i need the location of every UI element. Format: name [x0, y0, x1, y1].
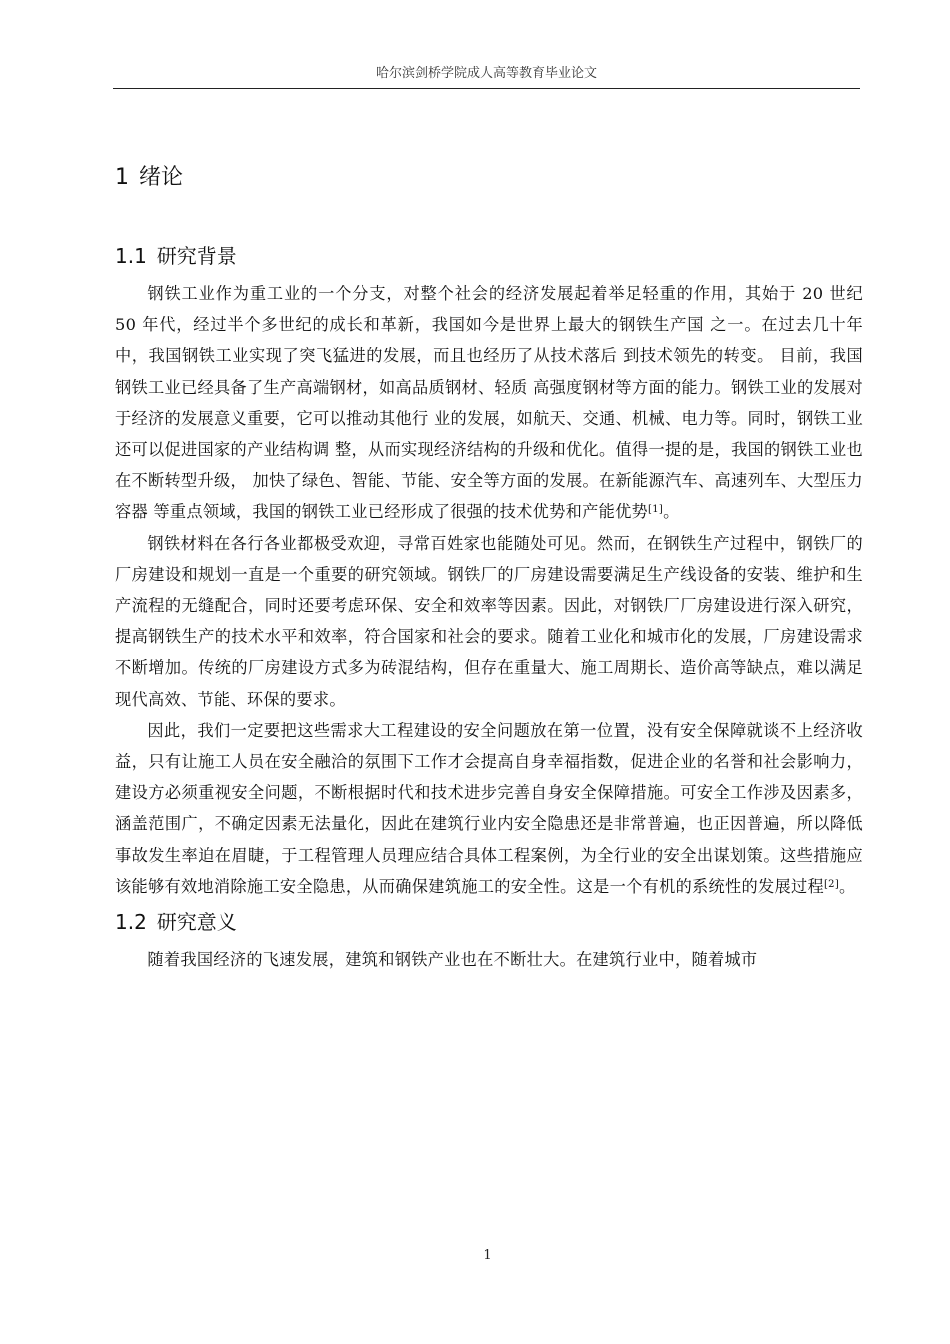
paragraph	[115, 715, 863, 902]
paragraph-text: 因此，我们一定要把这些需求大工程建设的安全问题放在第一位置，没有安全保障就谈不上经济收益，只有让施工人员在安全融洽的氛围下工作才会提高自身幸福指数，促进企业的名誉和社会影响力，建设方必须重视安全问题，不断根据时代和技术进步完善自身安全保障措施。可安全工作涉及因素多，涵盖范围广，不确定因素无法量化，因此在建筑行业内安全隐患还是非常普遍，也正因普遍，所以降低事故发生率迫在眉睫，于工程管理人员理应结合具体工程案例，为全行业的安全出谋划策。这些措施应该能够有效地消除施工安全隐患，从而确保建筑施工的安全性。这是一个有机的系统性的发展过程	[115, 720, 863, 896]
section-heading-background	[115, 238, 863, 274]
page-header: 哈尔滨剑桥学院成人高等教育毕业论文	[113, 64, 860, 89]
document-body	[115, 158, 863, 975]
citation-ref[interactable]: [1]	[648, 504, 664, 516]
citation-ref[interactable]: [2]	[823, 878, 840, 890]
section-number: 1.2	[115, 910, 147, 935]
paragraph-text: 钢铁工业作为重工业的一个分支，对整个社会的经济发展起着举足轻重的作用，其始于 20 世纪 50 年代，经过半个多世纪的成长和革新，我国如今是世界上最大的钢铁生产国 之一。在过去几十年中，我国钢铁工业实现了突飞猛进的发展，而且也经历了从技术落后 到技术领先的转变。 目前，我国钢铁工业已经具备了生产高端钢材，如高品质钢材、轻质 高强度钢材等方面的能力。钢铁工业的发展对于经济的发展意义重要，它可以推动其他行 业的发展，如航天、交通、机械、电力等。同时，钢铁工业还可以促进国家的产业结构调 整，从而实现经济结构的升级和优化。值得一提的是，我国的钢铁工业也在不断转型升级， 加快了绿色、智能、节能、安全等方面的发展。在新能源汽车、高速列车、大型压力容器 等重点领域，我国的钢铁工业已经形成了很强的技术优势和产能优势	[115, 284, 863, 522]
section-title: 研究背景	[156, 244, 237, 268]
paragraph	[115, 944, 863, 975]
chapter-heading	[115, 158, 863, 198]
section-number: 1.1	[115, 244, 147, 268]
section-title: 研究意义	[156, 910, 237, 935]
paragraph-end: 。	[839, 876, 856, 896]
page-number: 1	[483, 1248, 492, 1263]
paragraph-end: 。	[663, 502, 680, 522]
chapter-number: 1	[115, 165, 129, 190]
paragraph	[115, 278, 863, 528]
chapter-title: 绪论	[139, 165, 184, 190]
section-heading-significance	[115, 904, 863, 940]
paragraph-text: 随着我国经济的飞速发展，建筑和钢铁产业也在不断壮大。在建筑行业中，随着城市	[147, 950, 758, 970]
paragraph	[115, 528, 863, 715]
paragraph-text: 钢铁材料在各行各业都极受欢迎，寻常百姓家也能随处可见。然而，在钢铁生产过程中，钢铁厂的厂房建设和规划一直是一个重要的研究领域。钢铁厂的厂房建设需要满足生产线设备的安装、维护和生产流程的无缝配合，同时还要考虑环保、安全和效率等因素。因此，对钢铁厂厂房建设进行深入研究，提高钢铁生产的技术水平和效率，符合国家和社会的要求。随着工业化和城市化的发展，厂房建设需求不断增加。传统的厂房建设方式多为砖混结构，但存在重量大、施工周期长、造价高等缺点，难以满足现代高效、节能、环保的要求。	[115, 533, 863, 709]
